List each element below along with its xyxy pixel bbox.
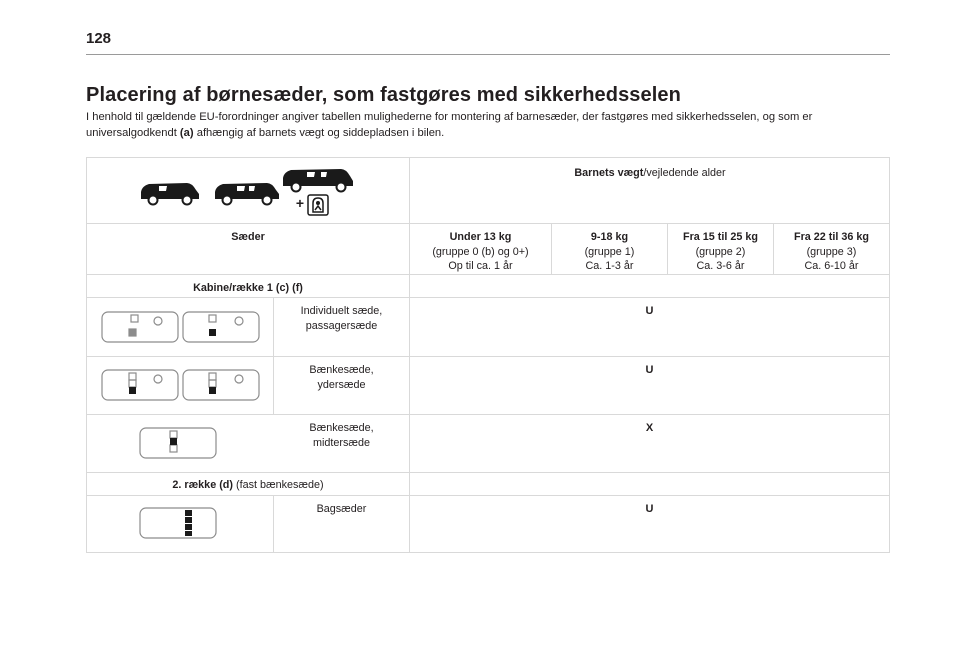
seat-position-line1: Bænkesæde, (309, 422, 374, 434)
seat-position-line2: midtersæde (312, 436, 370, 449)
header-plus-sign: + (295, 195, 305, 211)
car-top-view-passenger-seat-icon (101, 310, 261, 344)
row-divider (87, 223, 889, 224)
group-header (552, 230, 667, 274)
seat-approval-value: X (645, 422, 654, 434)
seat-position-line2: passagersæde (305, 319, 378, 332)
seats-label: Sæder (231, 231, 265, 243)
van-long-icon (281, 167, 355, 193)
section-label-row2-bold: 2. række (d) (172, 479, 233, 491)
group-header (410, 230, 551, 274)
seat-approval-value: U (645, 503, 654, 515)
van-medium-icon (213, 180, 281, 206)
intro-text-1: I henhold til gældende EU-forordninger angiver tabellen mulighederne for montering af barnesæder, der fastgøres med sikkerhedsselen, og som er universalgodkendt (86, 111, 813, 139)
row-divider (87, 495, 889, 496)
row-divider (87, 356, 889, 357)
group-subtitle: (gruppe 2) (695, 245, 746, 258)
group-age: Ca. 1-3 år (585, 260, 634, 272)
intro-text-2: afhængig af barnets vægt og siddepladsen i bilen. (193, 127, 445, 139)
seat-position-line1: Bænkesæde, (309, 364, 374, 376)
row-divider (87, 297, 889, 298)
seat-position-line1: Bagsæder (316, 503, 367, 515)
section-label-row2-rest: (fast bænkesæde) (232, 479, 324, 491)
child-seat-table (86, 157, 890, 553)
weight-header-bold: Barnets vægt (574, 167, 644, 179)
group-age: Op til ca. 1 år (448, 260, 513, 272)
row-divider (87, 414, 889, 415)
section-label-cabin: Kabine/række 1 (c) (f) (193, 282, 303, 294)
group-age: Ca. 3-6 år (696, 260, 745, 272)
seat-position (274, 304, 409, 333)
car-top-view-rear-seats-icon (139, 505, 219, 541)
van-short-icon (139, 180, 201, 206)
child-seat-icon (307, 194, 329, 216)
page-number: 128 (86, 30, 112, 47)
group-title: Fra 15 til 25 kg (682, 231, 758, 243)
seat-position-line2: ydersæde (317, 378, 366, 391)
top-rule (86, 54, 890, 55)
section-label-row2 (87, 479, 409, 491)
column-divider (409, 158, 410, 552)
seat-position-line1: Individuelt sæde, (300, 305, 383, 317)
group-age: Ca. 6-10 år (804, 260, 859, 272)
page-heading: Placering af børnesæder, som fastgøres med sikkerhedsselen (86, 84, 681, 106)
weight-header-rest: /vejledende alder (643, 167, 726, 179)
group-subtitle: (gruppe 3) (806, 245, 857, 258)
row-divider (87, 274, 889, 275)
weight-header (410, 166, 890, 181)
group-title: Under 13 kg (449, 231, 512, 243)
group-header (668, 230, 773, 274)
group-title: Fra 22 til 36 kg (793, 231, 869, 243)
seat-position (274, 363, 409, 392)
seat-approval-value: U (645, 305, 654, 317)
group-title: 9-18 kg (590, 231, 629, 243)
group-header (774, 230, 889, 274)
seat-position (274, 421, 409, 450)
intro-ref: (a) (179, 127, 194, 139)
seat-position (274, 502, 409, 517)
group-subtitle: (gruppe 0 (b) og 0+) (432, 245, 529, 258)
car-top-view-outer-bench-seat-icon (101, 368, 261, 402)
seat-approval-value: U (645, 364, 654, 376)
car-top-view-middle-bench-seat-icon (139, 426, 219, 460)
group-subtitle: (gruppe 1) (584, 245, 635, 258)
row-divider (87, 472, 889, 473)
intro-paragraph (86, 109, 866, 141)
